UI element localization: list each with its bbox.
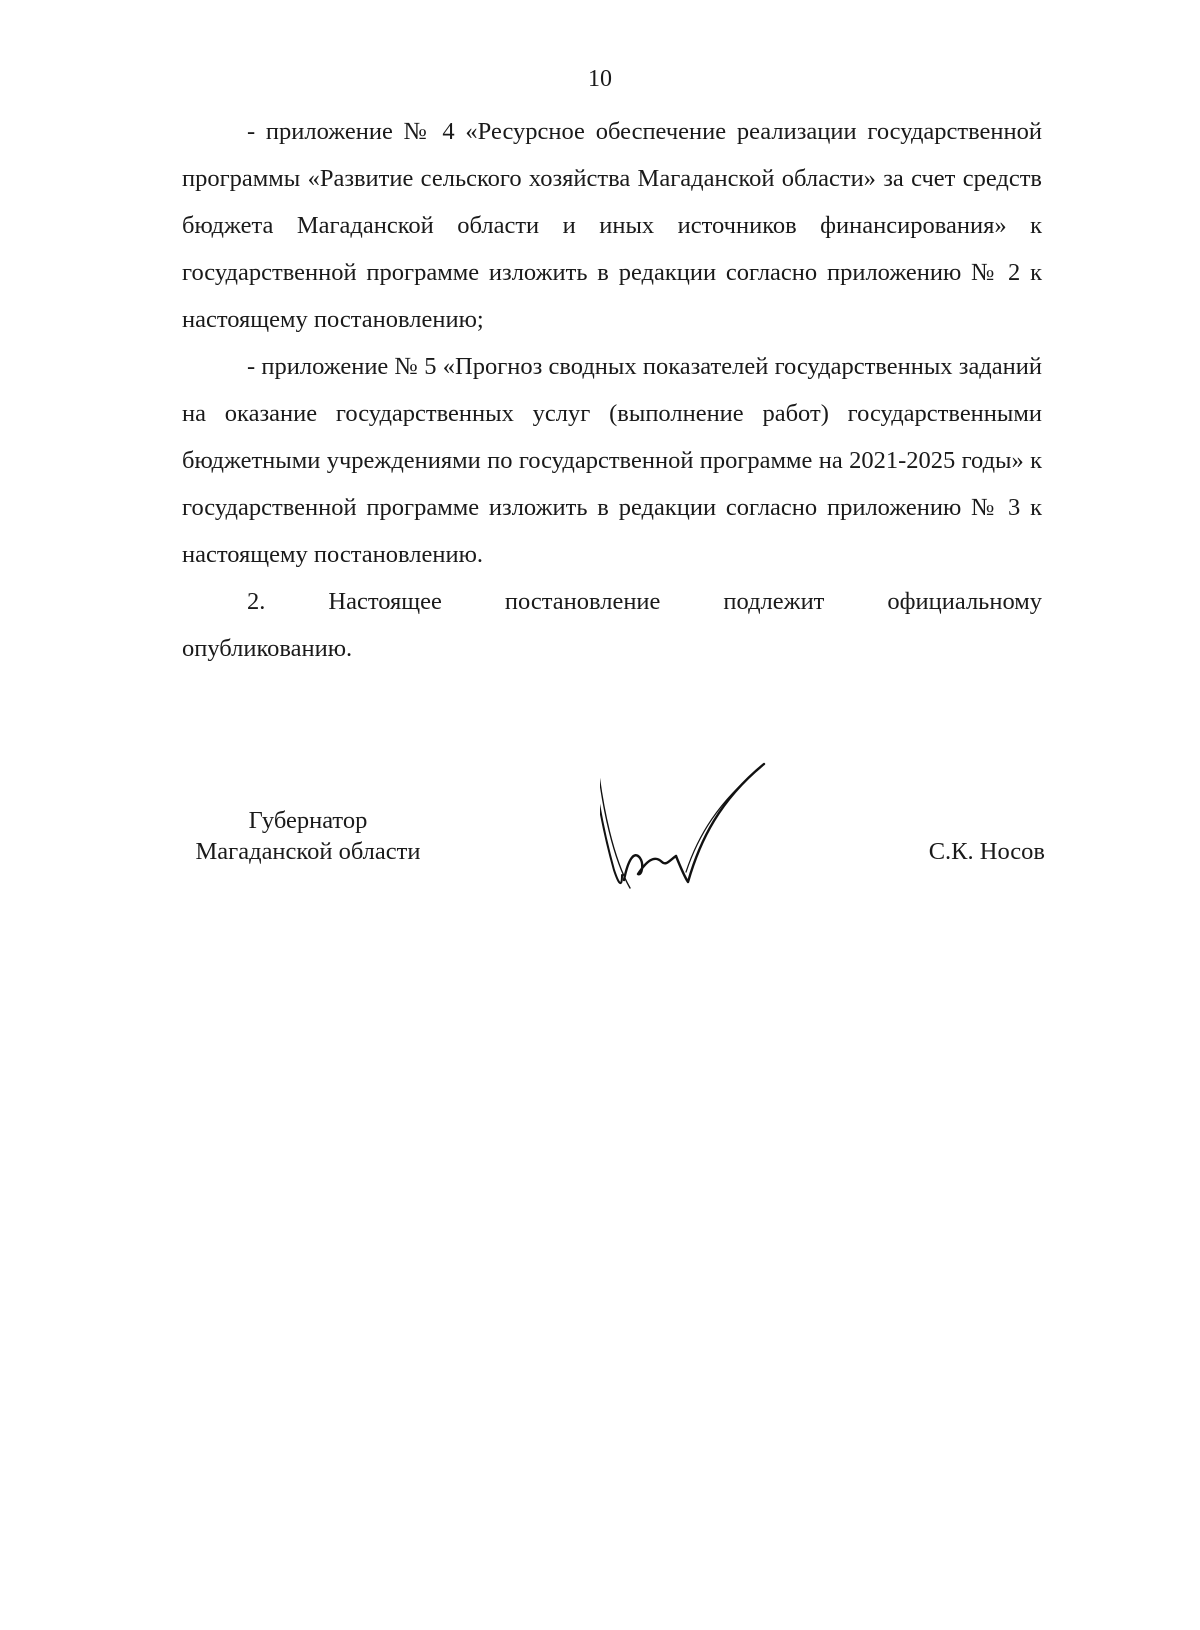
paragraph-publication-tail: опубликованию. [182,635,353,662]
signature-icon [600,670,800,930]
paragraph-appendix-5: - приложение № 5 «Прогноз сводных показателей государственных заданий на оказание государственных услуг (выполнение работ) государственными бюджетными учреждениями по государственной программе на 2021-2025 годы» к государственной программе изложить в редакции согласно приложению № 3 к настоящему постановлению. [182,353,1042,568]
position-title: Губернатор [248,807,368,834]
signatory-position [150,805,466,867]
paragraph-publication [182,578,1042,672]
paragraph-appendix-4: - приложение № 4 «Ресурсное обеспечение реализации государственной программы «Развитие сельского хозяйства Магаданской области» за счет средств бюджета Магаданской области и иных источников финансирования» к государственной программе изложить в редакции согласно приложению № 2 к настоящему постановлению; [182,118,1042,333]
signer-name: С.К. Носов [928,838,1045,865]
page-number: 10 [588,66,612,92]
document-body [182,108,1042,672]
paragraph-publication-line: 2. Настоящее постановление подлежит официальному [247,588,1042,615]
position-region: Магаданской области [195,838,421,865]
